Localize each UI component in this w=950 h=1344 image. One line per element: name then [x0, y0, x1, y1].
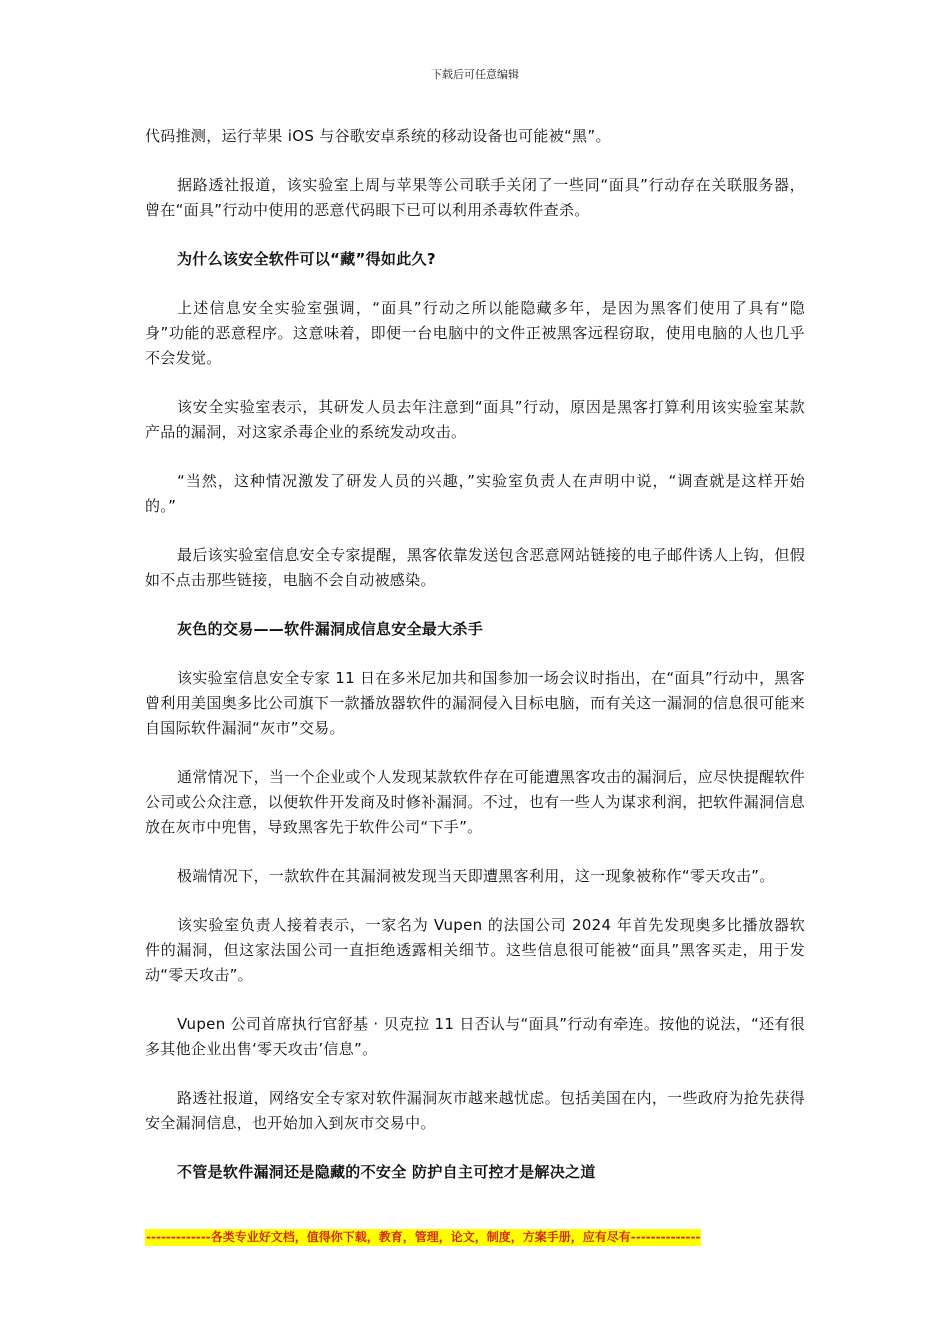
paragraph: Vupen 公司首席执行官舒基 · 贝克拉 11 日否认与“面具”行动有牵连。按他的说法，“还有很多其他企业出售‘零天攻击’信息”。: [145, 1015, 805, 1058]
paragraph: “当然，这种情况激发了研发人员的兴趣，”实验室负责人在声明中说，“调查就是这样开始的。”: [145, 472, 805, 515]
page-header: 下载后可任意编辑: [431, 68, 519, 81]
paragraph: 极端情况下，一款软件在其漏洞被发现当天即遭黑客利用，这一现象被称作“零天攻击”。: [177, 867, 775, 885]
section-heading: 为什么该安全软件可以“藏”得如此久?: [177, 250, 436, 268]
section-heading: 灰色的交易——软件漏洞成信息安全最大杀手: [177, 620, 484, 638]
paragraph: 代码推测，运行苹果 iOS 与谷歌安卓系统的移动设备也可能被“黑”。: [145, 127, 611, 145]
paragraph: 该实验室信息安全专家 11 日在多米尼加共和国参加一场会议时指出，在“面具”行动中，黑客曾利用美国奥多比公司旗下一款播放器软件的漏洞侵入目标电脑，而有关这一漏洞的信息很可能来自国际软件漏洞“灰市”交易。: [145, 669, 805, 737]
paragraph: 该实验室负责人接着表示，一家名为 Vupen 的法国公司 2024 年首先发现奥多比播放器软件的漏洞，但这家法国公司一直拒绝透露相关细节。这些信息很可能被“面具”黑客买走，用于发动“零天攻击”。: [145, 916, 805, 984]
footer-promo-banner: -------------各类专业好文档，值得你下载，教育，管理，论文，制度，方案手册，应有尽有--------------: [146, 1230, 701, 1244]
paragraph: 该安全实验室表示，其研发人员去年注意到“面具”行动，原因是黑客打算利用该实验室某款产品的漏洞，对这家杀毒企业的系统发动攻击。: [145, 398, 805, 441]
paragraph: 上述信息安全实验室强调，“面具”行动之所以能隐藏多年，是因为黑客们使用了具有“隐身”功能的恶意程序。这意味着，即便一台电脑中的文件正被黑客远程窃取，使用电脑的人也几乎不会发觉。: [145, 299, 805, 367]
paragraph: 据路透社报道，该实验室上周与苹果等公司联手关闭了一些同“面具”行动存在关联服务器，曾在“面具”行动中使用的恶意代码眼下已可以利用杀毒软件查杀。: [145, 176, 805, 219]
document-body: [145, 124, 805, 1209]
paragraph: 最后该实验室信息安全专家提醒，黑客依靠发送包含恶意网站链接的电子邮件诱人上钩，但假如不点击那些链接，电脑不会自动被感染。: [145, 546, 805, 589]
paragraph: 通常情况下，当一个企业或个人发现某款软件存在可能遭黑客攻击的漏洞后，应尽快提醒软件公司或公众注意，以便软件开发商及时修补漏洞。不过，也有一些人为谋求利润，把软件漏洞信息放在灰市中兜售，导致黑客先于软件公司“下手”。: [145, 768, 805, 836]
section-heading: 不管是软件漏洞还是隐藏的不安全 防护自主可控才是解决之道: [177, 1163, 596, 1181]
paragraph: 路透社报道，网络安全专家对软件漏洞灰市越来越忧虑。包括美国在内，一些政府为抢先获得安全漏洞信息，也开始加入到灰市交易中。: [145, 1089, 805, 1132]
